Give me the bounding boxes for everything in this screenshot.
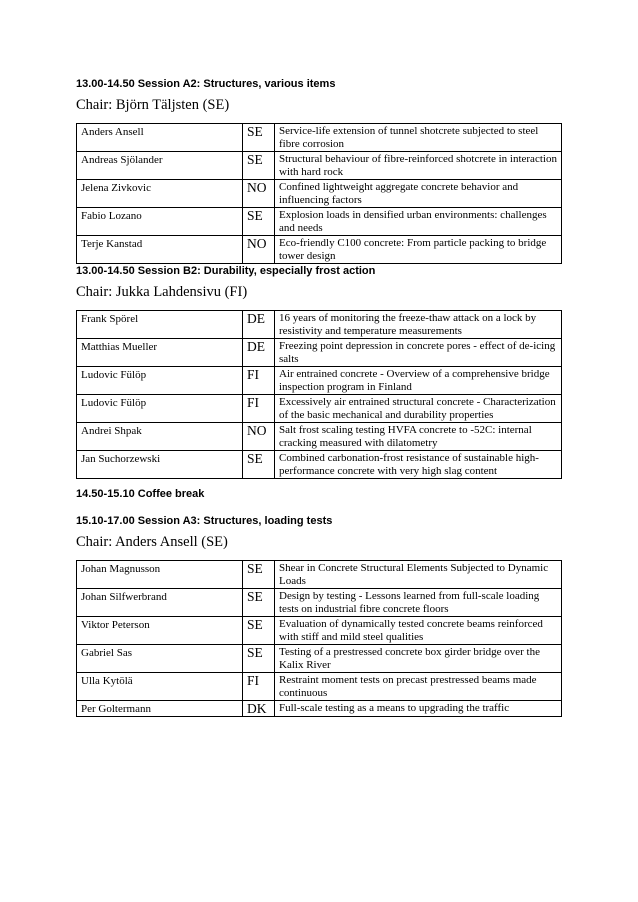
table-row — [77, 180, 562, 208]
country-code: DE — [243, 311, 275, 339]
country-code: NO — [243, 236, 275, 264]
country-code: SE — [243, 617, 275, 645]
speaker-name: Andrei Shpak — [77, 423, 243, 451]
talk-title: Eco-friendly C100 concrete: From particle packing to bridge tower design — [275, 236, 562, 264]
talk-title: Combined carbonation-frost resistance of sustainable high-performance concrete with very high slag content — [275, 451, 562, 479]
table-row — [77, 561, 562, 589]
country-code: FI — [243, 395, 275, 423]
country-code: DK — [243, 701, 275, 717]
talk-title: Excessively air entrained structural concrete - Characterization of the basic mechanical and durability properties — [275, 395, 562, 423]
talk-title: Restraint moment tests on precast prestressed beams made continuous — [275, 673, 562, 701]
speaker-name: Johan Magnusson — [77, 561, 243, 589]
speaker-name: Jelena Zivkovic — [77, 180, 243, 208]
table-row — [77, 152, 562, 180]
session-heading: 15.10-17.00 Session A3: Structures, loading tests — [76, 515, 333, 527]
talk-title: 16 years of monitoring the freeze-thaw attack on a lock by resistivity and temperature measurements — [275, 311, 562, 339]
table-row — [77, 451, 562, 479]
country-code: NO — [243, 423, 275, 451]
talk-title: Freezing point depression in concrete pores - effect of de-icing salts — [275, 339, 562, 367]
table-row — [77, 124, 562, 152]
speaker-name: Johan Silfwerbrand — [77, 589, 243, 617]
speaker-name: Anders Ansell — [77, 124, 243, 152]
speaker-name: Ludovic Fülöp — [77, 395, 243, 423]
talk-title: Structural behaviour of fibre-reinforced shotcrete in interaction with hard rock — [275, 152, 562, 180]
speaker-name: Gabriel Sas — [77, 645, 243, 673]
talk-title: Air entrained concrete - Overview of a comprehensive bridge inspection program in Finland — [275, 367, 562, 395]
session-chair: Chair: Anders Ansell (SE) — [76, 534, 228, 550]
talk-title: Explosion loads in densified urban environments: challenges and needs — [275, 208, 562, 236]
table-row — [77, 311, 562, 339]
country-code: SE — [243, 152, 275, 180]
speaker-name: Frank Spörel — [77, 311, 243, 339]
country-code: DE — [243, 339, 275, 367]
session-a3 — [76, 515, 562, 717]
table-row — [77, 617, 562, 645]
table-row — [77, 701, 562, 717]
table-row — [77, 395, 562, 423]
session-chair: Chair: Björn Täljsten (SE) — [76, 97, 230, 113]
session-a2 — [76, 78, 562, 264]
speaker-name: Ulla Kytölä — [77, 673, 243, 701]
talk-title: Confined lightweight aggregate concrete behavior and influencing factors — [275, 180, 562, 208]
country-code: FI — [243, 367, 275, 395]
session-heading: 13.00-14.50 Session A2: Structures, various items — [76, 78, 336, 90]
country-code: SE — [243, 589, 275, 617]
session-table — [76, 123, 562, 264]
talk-title: Evaluation of dynamically tested concrete beams reinforced with stiff and mild steel qualities — [275, 617, 562, 645]
table-row — [77, 645, 562, 673]
session-table — [76, 310, 562, 479]
table-row — [77, 589, 562, 617]
talk-title: Full-scale testing as a means to upgrading the traffic — [275, 701, 562, 717]
table-row — [77, 367, 562, 395]
session-table — [76, 560, 562, 717]
country-code: SE — [243, 208, 275, 236]
coffee-break: 14.50-15.10 Coffee break — [76, 488, 205, 500]
talk-title: Salt frost scaling testing HVFA concrete to -52C: internal cracking measured with dilatometry — [275, 423, 562, 451]
talk-title: Testing of a prestressed concrete box girder bridge over the Kalix River — [275, 645, 562, 673]
table-row — [77, 208, 562, 236]
country-code: FI — [243, 673, 275, 701]
talk-title: Service-life extension of tunnel shotcrete subjected to steel fibre corrosion — [275, 124, 562, 152]
speaker-name: Andreas Sjölander — [77, 152, 243, 180]
table-row — [77, 673, 562, 701]
country-code: SE — [243, 561, 275, 589]
speaker-name: Jan Suchorzewski — [77, 451, 243, 479]
country-code: SE — [243, 451, 275, 479]
country-code: SE — [243, 124, 275, 152]
session-b2 — [76, 265, 562, 479]
speaker-name: Fabio Lozano — [77, 208, 243, 236]
table-row — [77, 236, 562, 264]
session-heading: 13.00-14.50 Session B2: Durability, especially frost action — [76, 265, 376, 277]
speaker-name: Ludovic Fülöp — [77, 367, 243, 395]
speaker-name: Terje Kanstad — [77, 236, 243, 264]
talk-title: Design by testing - Lessons learned from full-scale loading tests on industrial fibre concrete floors — [275, 589, 562, 617]
speaker-name: Matthias Mueller — [77, 339, 243, 367]
session-chair: Chair: Jukka Lahdensivu (FI) — [76, 284, 248, 300]
speaker-name: Per Goltermann — [77, 701, 243, 717]
table-row — [77, 339, 562, 367]
country-code: SE — [243, 645, 275, 673]
country-code: NO — [243, 180, 275, 208]
table-row — [77, 423, 562, 451]
talk-title: Shear in Concrete Structural Elements Subjected to Dynamic Loads — [275, 561, 562, 589]
speaker-name: Viktor Peterson — [77, 617, 243, 645]
